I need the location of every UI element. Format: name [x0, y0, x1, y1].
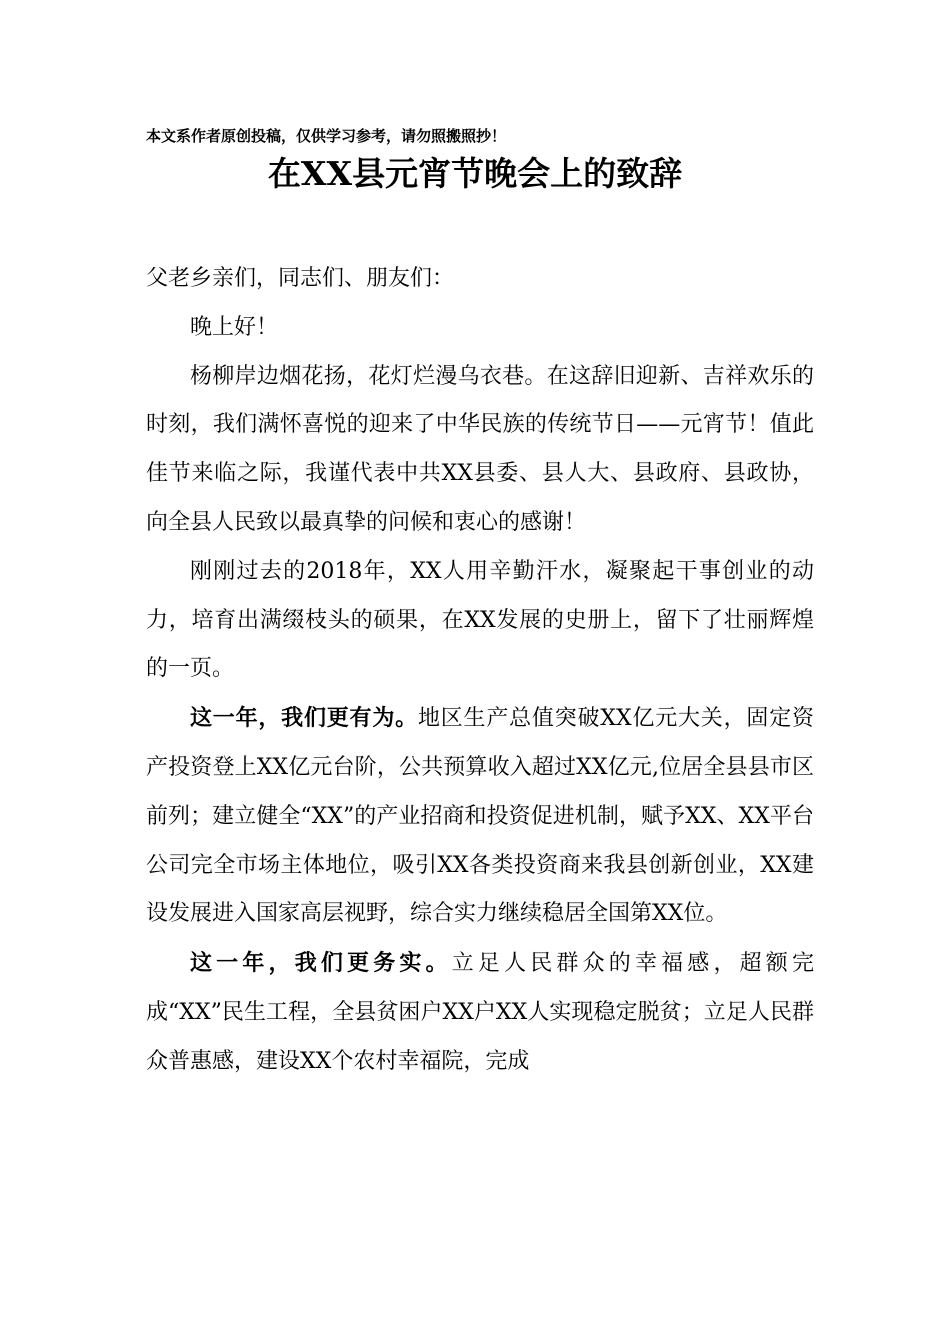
paragraph-lead: 这一年，我们更有为。	[190, 705, 418, 732]
body-paragraph	[146, 548, 814, 694]
paragraph-text: 杨柳岸边烟花扬，花灯烂漫乌衣巷。在这辞旧迎新、吉祥欢乐的时刻，我们满怀喜悦的迎来了中华民族的传统节日——元宵节！值此佳节来临之际，我谨代表中共XX县委、县人大、县政府、县政协，向全县人民致以最真挚的问候和衷心的感谢！	[146, 363, 814, 535]
body-paragraph	[146, 939, 814, 1086]
paragraph-text: 刚刚过去的2018年，XX人用辛勤汗水，凝聚起干事创业的动力，培育出满缀枝头的硕果，在XX发展的史册上，留下了壮丽辉煌的一页。	[146, 558, 814, 682]
paragraph-text: 地区生产总值突破XX亿元大关，固定资产投资登上XX亿元台阶，公共预算收入超过XX亿元,位居全县县市区前列；建立健全“XX”的产业招商和投资促进机制，赋予XX、XX平台公司完全市场主体地位，吸引XX各类投资商来我县创新创业，XX建设发展进入国家高层视野，综合实力继续稳居全国第XX位。	[146, 706, 814, 927]
salutation: 父老乡亲们，同志们、朋友们：	[146, 266, 455, 291]
paragraph-lead: 这一年，我们更务实。	[190, 950, 452, 977]
greeting: 晚上好！	[190, 314, 279, 340]
body-paragraph	[146, 694, 814, 939]
document-body	[146, 255, 814, 1087]
body-paragraph	[146, 353, 814, 548]
page-title: 在XX县元宵节晚会上的致辞	[267, 154, 683, 193]
copyright-notice: 本文系作者原创投稿，仅供学习参考，请勿照搬照抄！	[146, 127, 507, 145]
paragraph-text: 立足人民群众的幸福感，超额完成“XX”民生工程，全县贫困户XX户XX人实现稳定脱贫；立足人民群众普惠感，建设XX个农村幸福院，完成	[146, 951, 814, 1074]
